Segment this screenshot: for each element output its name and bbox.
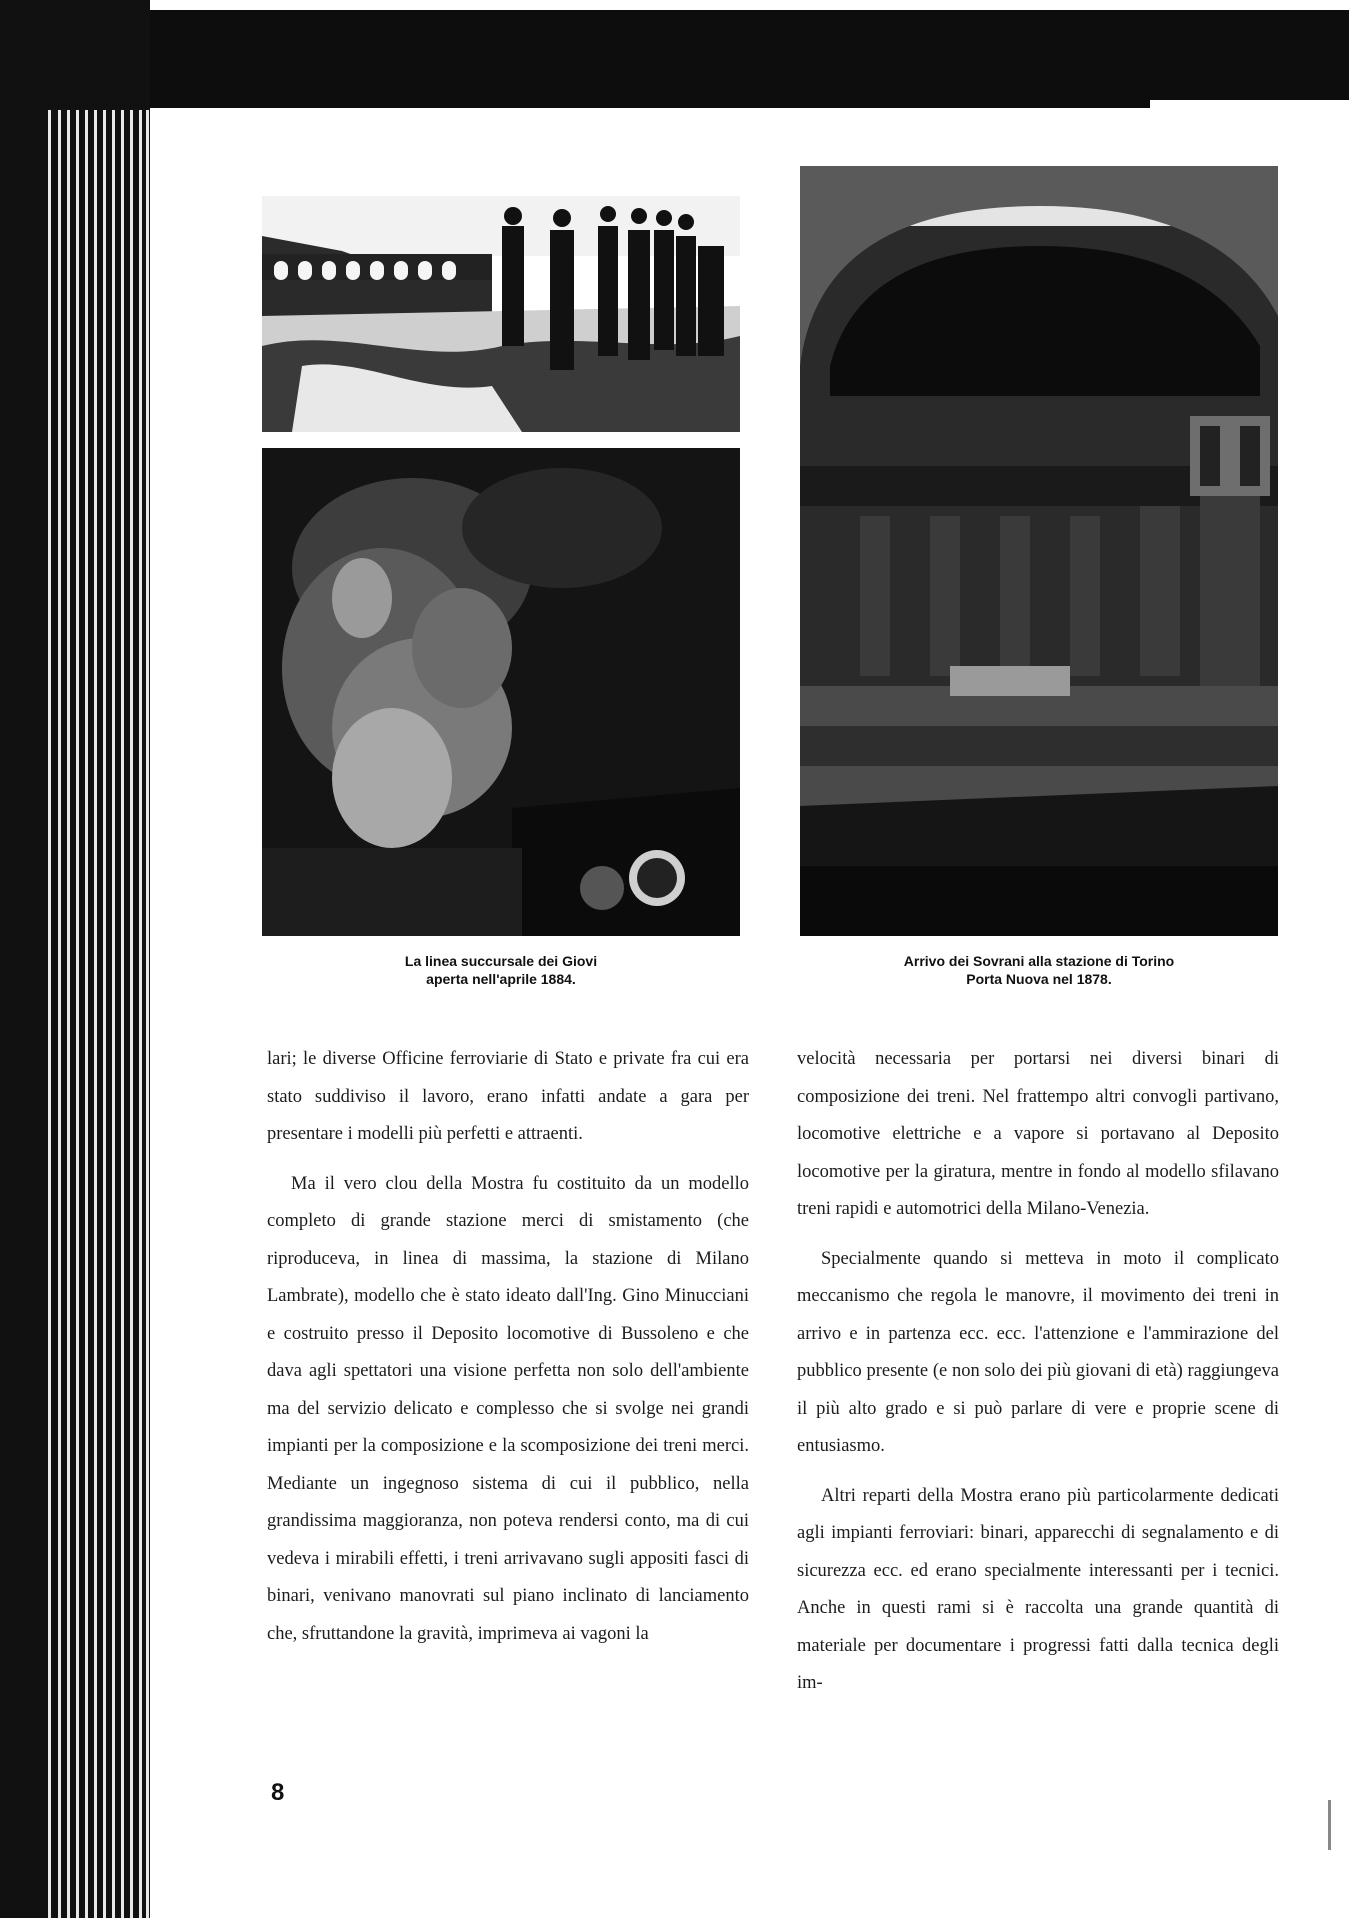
caption-torino-line2: Porta Nuova nel 1878. (966, 971, 1112, 987)
caption-giovi (262, 952, 740, 988)
paragraph: velocità necessaria per portarsi nei diversi binari di composizione dei treni. Nel frattempo altri convogli partivano, locomotive elettriche e a vapore si portavano al Deposito locomotive per la giratura, mentre in fondo al modello sfilavano treni rapidi e automotrici della Milano-Venezia. (797, 1049, 1279, 1219)
scan-dark-top (0, 0, 1349, 110)
paragraph: Altri reparti della Mostra erano più particolarmente dedicati agli impianti ferroviari: binari, apparecchi di segnalamento e di sicurezza ecc. ed erano specialmente interessanti per i tecnici. Anche in questi rami si è raccolta una grande quantità di materiale per documentare i progressi fatti dalla tecnica degli im- (797, 1485, 1279, 1693)
page-corner (1150, 100, 1349, 120)
caption-giovi-line1: La linea succursale dei Giovi (404, 953, 598, 969)
scan-top-edge (0, 0, 1349, 10)
caption-torino-line1: Arrivo dei Sovrani alla stazione di Torino (903, 953, 1175, 969)
photo-giovi-viaduct (262, 196, 740, 432)
page-number: 8 (271, 1779, 285, 1806)
photo-steam-locomotive (262, 448, 740, 936)
scan-artifact (1328, 1800, 1331, 1850)
paragraph: Ma il vero clou della Mostra fu costituito da un modello completo di grande stazione merci di smistamento (che riproduceva, in linea di massima, la stazione di Milano Lambrate), modello che è stato ideato dall'Ing. Gino Minucciani e costruito presso il Deposito locomotive di Bussoleno e che dava agli spettatori una visione perfetta non solo dell'ambiente ma del servizio delicato e complesso che si svolge nei grandi impianti per la composizione e la scomposizione dei treni merci. Mediante un ingegnoso sistema di cui il pubblico, nella grandissima maggioranza, non poteva rendersi conto, ma di cui vedeva i mirabili effetti, i treni arrivavano sugli appositi fasci di binari, venivano manovrati sul piano inclinato di lanciamento che, sfruttandone la gravità, imprimeva ai vagoni la (267, 1173, 749, 1644)
caption-torino (800, 952, 1278, 988)
photo-torino-porta-nuova (800, 166, 1278, 936)
caption-giovi-line2: aperta nell'aprile 1884. (426, 971, 576, 987)
text-column-right (797, 1041, 1279, 1703)
paragraph: lari; le diverse Officine ferroviarie di Stato e private fra cui era stato suddiviso il lavoro, erano infatti andate a gara per presentare i modelli più perfetti e attraenti. (267, 1049, 749, 1144)
paragraph: Specialmente quando si metteva in moto il complicato meccanismo che regola le manovre, il movimento dei treni in arrivo e in partenza ecc. ecc. l'attenzione e l'ammirazione del pubblico presente (e non solo dei più giovani di età) raggiungeva il più alto grado e si può parlare di vere e proprie scene di entusiasmo. (797, 1248, 1279, 1456)
text-column-left (267, 1041, 749, 1653)
book-page-edges (40, 110, 160, 1918)
